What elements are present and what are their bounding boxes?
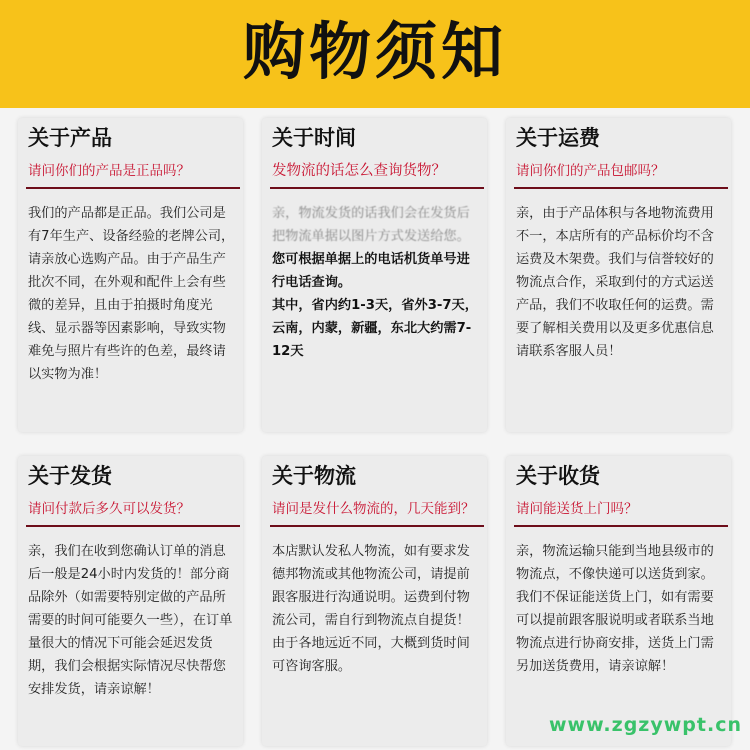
card-body-text-bold: 您可根据单据上的电话机货单号进行电话查询。 — [272, 252, 470, 290]
card-logistics — [262, 456, 487, 746]
card-title: 关于运费 — [516, 126, 600, 150]
card-body-text: 我们的产品都是正品。我们公司是有7年生产、设备经验的老牌公司，请亲放心选购产品。由于产品生产批次不同，在外观和配件上会有些微的差异，且由于拍摄时角度光线、显示器等因素影响，导致实物难免与照片有些许的色差，最终请以实物为准！ — [28, 206, 235, 382]
divider — [26, 187, 240, 189]
card-question: 请问付款后多久可以发货？ — [28, 501, 190, 517]
divider — [26, 525, 240, 527]
page-title: 购物须知 — [242, 15, 507, 88]
card-body — [28, 540, 238, 701]
divider — [514, 525, 728, 527]
card-receiving — [506, 456, 731, 746]
card-title: 关于时间 — [272, 126, 356, 150]
card-title: 关于产品 — [28, 126, 112, 150]
header-banner — [0, 0, 750, 108]
card-title: 关于收货 — [516, 464, 600, 488]
divider — [270, 525, 484, 527]
card-body — [272, 202, 482, 363]
card-title: 关于物流 — [272, 464, 356, 488]
watermark: www.zgzywpt.cn — [548, 714, 742, 736]
card-body — [516, 202, 726, 363]
card-body — [272, 540, 482, 678]
card-body-text-bold: 其中，省内约1-3天，省外3-7天，云南，内蒙，新疆，东北大约需7-12天 — [272, 298, 478, 359]
card-body-text: 亲，我们在收到您确认订单的消息后一般是24小时内发货的！部分商品除外（如需要特别定做的产品所需要的时间可能要久一些），在订单量很大的情况下可能会延迟发货期，我们会根据实际情况尽快帮您安排发货，请亲谅解！ — [28, 544, 233, 697]
card-body-text: 亲，由于产品体积与各地物流费用不一，本店所有的产品标价均不含运费及木架费。我们与信誉较好的物流点合作，采取到付的方式运送产品，我们不收取任何的运费。需要了解相关费用以及更多优惠信息请联系客服人员！ — [516, 206, 714, 359]
divider — [514, 187, 728, 189]
content-panel — [0, 108, 750, 750]
card-body-text: 亲，物流运输只能到当地县级市的物流点，不像快递可以送货到家。我们不保证能送货上门，如有需要可以提前跟客服说明或者联系当地物流点进行协商安排，送货上门需另加送货费用，请亲谅解！ — [516, 544, 714, 674]
card-question: 请问是发什么物流的，几天能到？ — [272, 501, 475, 517]
card-body — [28, 202, 238, 386]
card-product — [18, 118, 243, 432]
divider — [270, 187, 484, 189]
card-dispatch — [18, 456, 243, 746]
card-shipping-fee — [506, 118, 731, 432]
card-question: 请问能送货上门吗？ — [516, 501, 638, 517]
card-body-text: 本店默认发私人物流，如有要求发德邦物流或其他物流公司，请提前跟客服进行沟通说明。运费到付物流公司，需自行到物流点自提货！由于各地远近不同，大概到货时间可咨询客服。 — [272, 544, 470, 674]
card-time — [262, 118, 487, 432]
card-question: 请问你们的产品包邮吗？ — [516, 163, 665, 179]
card-body-text: 亲，物流发货的话我们会在发货后把物流单据以图片方式发送给您。 — [272, 206, 470, 244]
card-question: 发物流的话怎么查询货物？ — [272, 163, 446, 179]
card-title: 关于发货 — [28, 464, 112, 488]
card-body — [516, 540, 726, 678]
card-question: 请问你们的产品是正品吗？ — [28, 163, 190, 179]
